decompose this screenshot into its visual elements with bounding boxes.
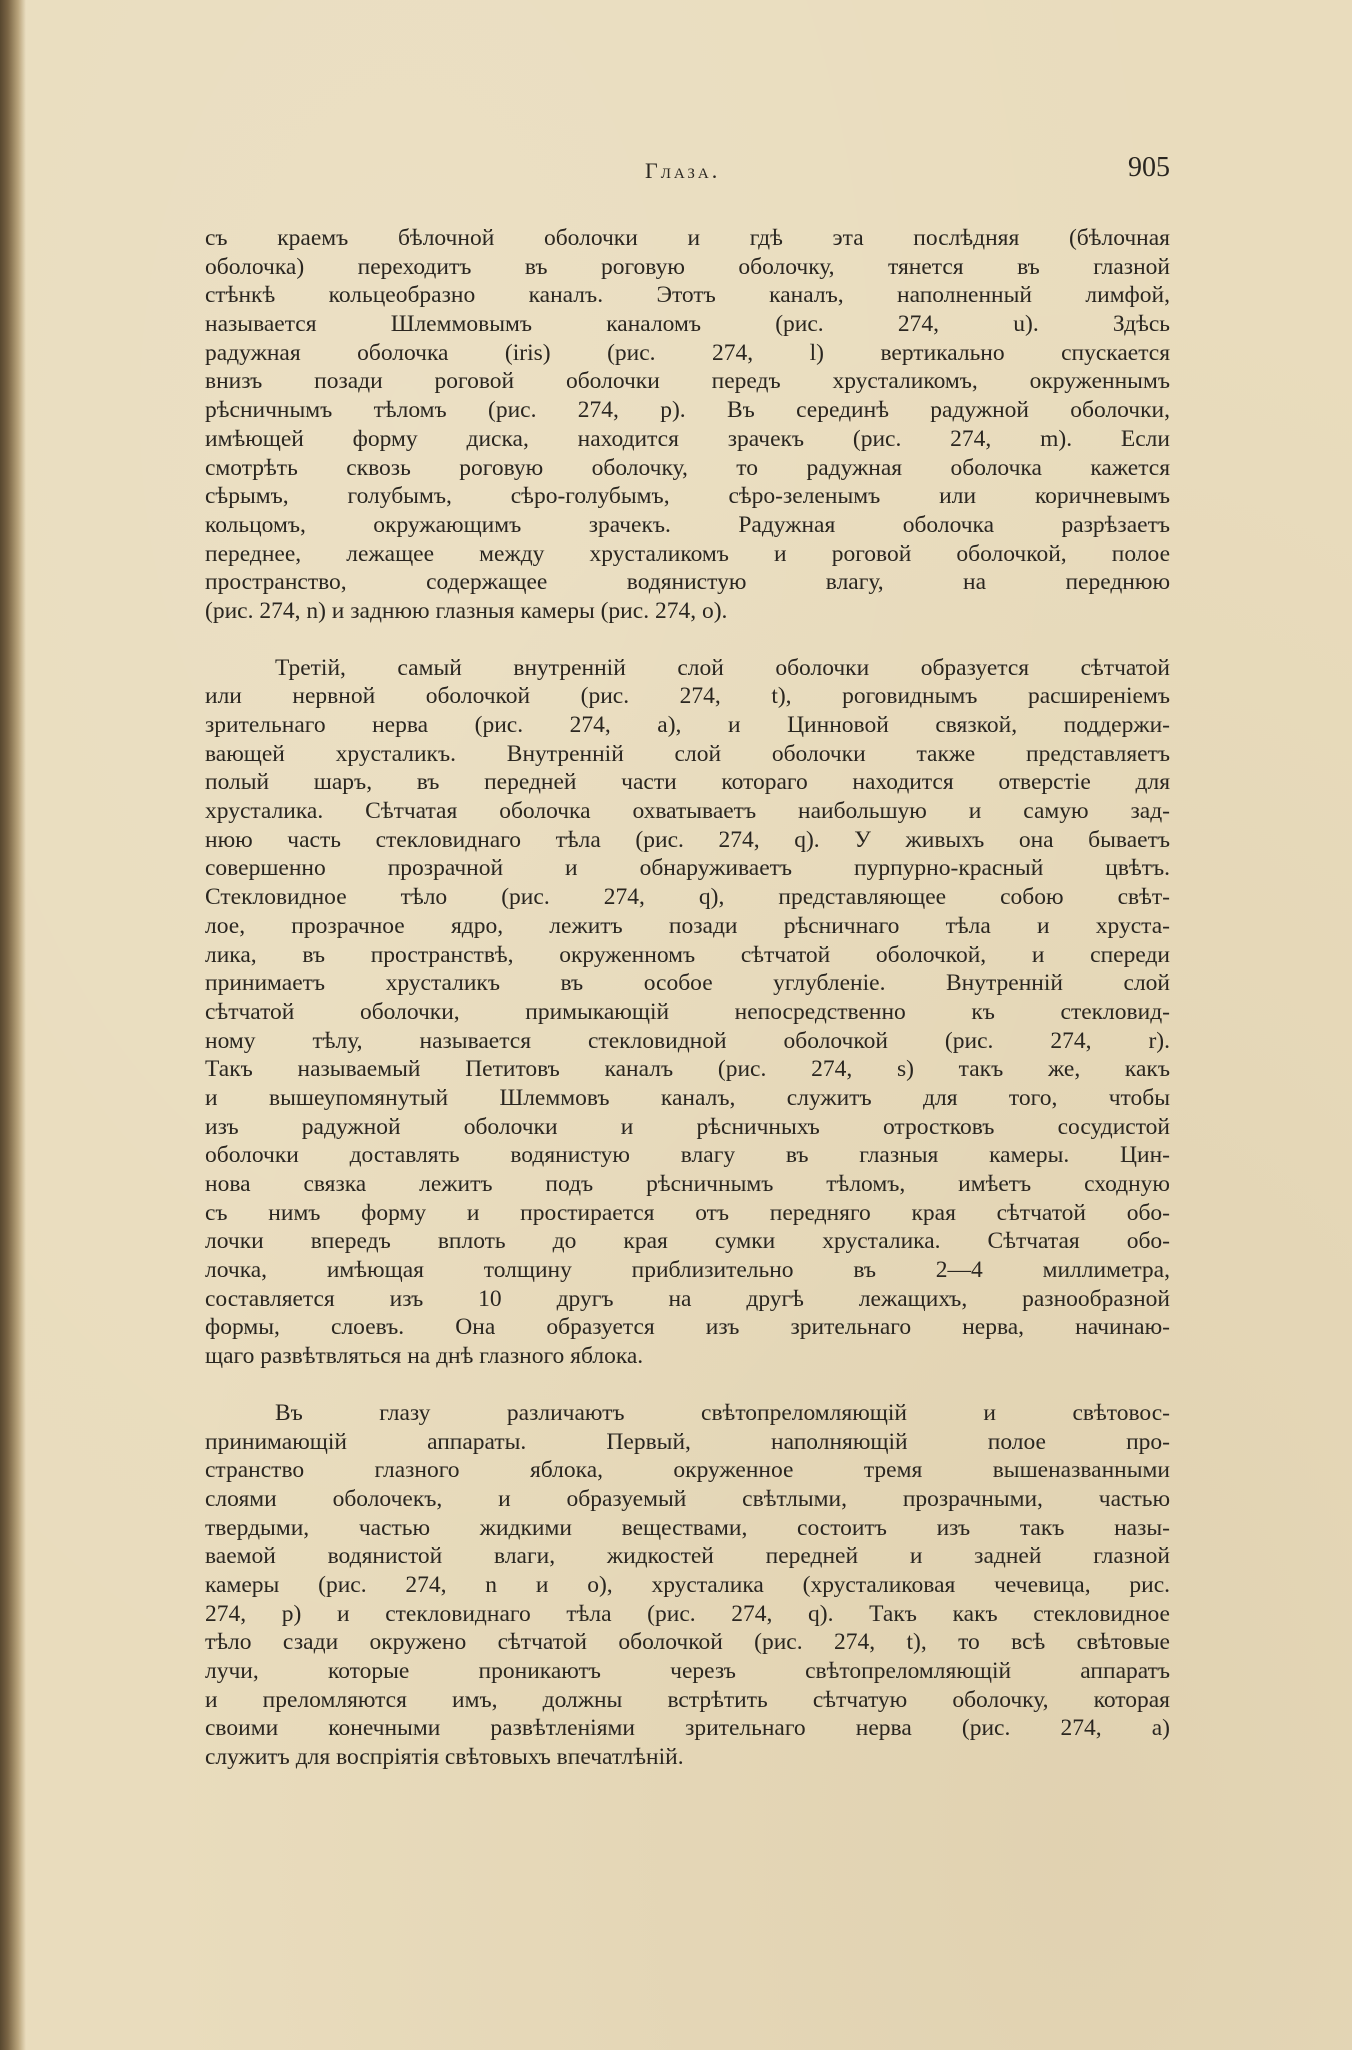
text-line: оболочка) переходитъ въ роговую оболочку, тянется въ глазной [205,253,1170,280]
text-line: вающей хрусталикъ. Внутренній слой оболочки также представляетъ [205,740,1170,767]
text-line: Третій, самый внутренній слой оболочки образуется сѣтчатой [275,654,1170,681]
text-line: формы, слоевъ. Она образуется изъ зрительнаго нерва, начинаю- [205,1314,1170,1341]
text-line: Въ глазу различаютъ свѣтопреломляющій и свѣтовос- [275,1399,1170,1426]
text-line: съ краемъ бѣлочной оболочки и гдѣ эта послѣдняя (бѣлочная [205,225,1170,251]
text-line: внизъ позади роговой оболочки передъ хрусталикомъ, окруженнымъ [205,368,1170,395]
text-line: изъ радужной оболочки и рѣсничныхъ отростковъ сосудистой [205,1113,1170,1140]
text-line: лочки впередъ вплоть до края сумки хрусталика. Сѣтчатая обо- [205,1228,1170,1255]
text-line: нюю часть стекловиднаго тѣла (рис. 274, q). У живыхъ она бываетъ [205,826,1170,853]
text-line: 274, p) и стекловиднаго тѣла (рис. 274, q). Такъ какъ стекловидное [205,1600,1170,1627]
text-line: совершенно прозрачной и обнаруживаетъ пурпурно-красный цвѣтъ. [205,855,1170,882]
text-line: переднее, лежащее между хрусталикомъ и роговой оболочкой, полое [205,540,1170,567]
text-line: радужная оболочка (iris) (рис. 274, l) вертикально спускается [205,339,1170,366]
text-line: называется Шлеммовымъ каналомъ (рис. 274, u). Здѣсь [205,311,1170,338]
text-line: кольцомъ, окружающимъ зрачекъ. Радужная оболочка разрѣзаетъ [205,511,1170,538]
paragraph-1 [205,224,1170,626]
text-line: лое, прозрачное ядро, лежитъ позади рѣсничнаго тѣла и хруста- [205,912,1170,939]
text-line: служитъ для воспріятія свѣтовыхъ впечатлѣній. [205,1744,684,1771]
text-line: своими конечными развѣтленіями зрительнаго нерва (рис. 274, a) [205,1715,1170,1742]
text-line: щаго развѣтвляться на днѣ глазного яблока. [205,1343,644,1370]
text-line: и преломляются имъ, должны встрѣтить сѣтчатую оболочку, которая [205,1686,1170,1713]
text-line: странство глазного яблока, окруженное тремя вышеназванными [205,1457,1170,1484]
text-line: стѣнкѣ кольцеобразно каналъ. Этотъ каналъ, наполненный лимфой, [205,282,1170,309]
text-line: хрусталика. Сѣтчатая оболочка охватываетъ наибольшую и самую зад- [205,798,1170,825]
text-line: сѣрымъ, голубымъ, сѣро-голубымъ, сѣро-зеленымъ или коричневымъ [205,483,1170,510]
text-line: принимающій аппараты. Первый, наполняющій полое про- [205,1428,1170,1455]
text-line: или нервной оболочкой (рис. 274, t), роговиднымъ расширеніемъ [205,683,1170,710]
text-line: составляется изъ 10 другъ на другѣ лежащихъ, разнообразной [205,1285,1170,1312]
text-line: зрительнаго нерва (рис. 274, a), и Цинновой связкой, поддержи- [205,712,1170,738]
running-head: Глаза. [645,158,721,183]
page-number: 905 [1128,152,1170,183]
text-line: сѣтчатой оболочки, примыкающій непосредственно къ стекловид- [205,998,1170,1025]
text-line: ному тѣлу, называется стекловидной оболочкой (рис. 274, r). [205,1027,1170,1054]
text-line: пространство, содержащее водянистую влагу, на переднюю [205,569,1170,596]
paragraph-2 [205,654,1170,1371]
text-line: полый шаръ, въ передней части котораго находится отверстіе для [205,769,1170,796]
text-line: съ нимъ форму и простирается отъ передняго края сѣтчатой обо- [205,1199,1170,1226]
text-line: твердыми, частью жидкими веществами, состоитъ изъ такъ назы- [205,1514,1170,1541]
text-line: рѣсничнымъ тѣломъ (рис. 274, p). Въ серединѣ радужной оболочки, [205,397,1170,424]
text-line: принимаетъ хрусталикъ въ особое углубленіе. Внутренній слой [205,970,1170,997]
text-line: камеры (рис. 274, n и o), хрусталика (хрусталиковая чечевица, рис. [205,1571,1170,1598]
body-text [205,224,1170,1772]
text-line: нова связка лежитъ подъ рѣсничнымъ тѣломъ, имѣетъ сходную [205,1171,1170,1197]
text-line: имѣющей форму диска, находится зрачекъ (рис. 274, m). Если [205,425,1170,452]
text-line: слоями оболочекъ, и образуемый свѣтлыми, прозрачными, частью [205,1485,1170,1512]
text-line: Такъ называемый Петитовъ каналъ (рис. 274, s) такъ же, какъ [205,1056,1170,1083]
text-line: тѣло сзади окружено сѣтчатой оболочкой (рис. 274, t), то всѣ свѣтовые [205,1629,1170,1656]
text-line: лочка, имѣющая толщину приблизительно въ 2—4 миллиметра, [205,1257,1170,1284]
paragraph-3 [205,1399,1170,1772]
text-line: Стекловидное тѣло (рис. 274, q), представляющее собою свѣт- [205,884,1170,911]
page-binding-edge [0,0,26,2050]
text-line: оболочки доставлять водянистую влагу въ глазныя камеры. Цин- [205,1142,1170,1169]
text-line: лучи, которые проникаютъ черезъ свѣтопреломляющій аппаратъ [205,1658,1170,1684]
text-line: (рис. 274, n) и заднюю глазныя камеры (рис. 274, o). [205,597,728,624]
text-line: лика, въ пространствѣ, окруженномъ сѣтчатой оболочкой, и спереди [205,941,1170,968]
text-line: ваемой водянистой влаги, жидкостей передней и задней глазной [205,1543,1170,1570]
text-line: и вышеупомянутый Шлеммовъ каналъ, служитъ для того, чтобы [205,1084,1170,1111]
text-line: смотрѣть сквозь роговую оболочку, то радужная оболочка кажется [205,454,1170,481]
page-header [205,150,1170,190]
